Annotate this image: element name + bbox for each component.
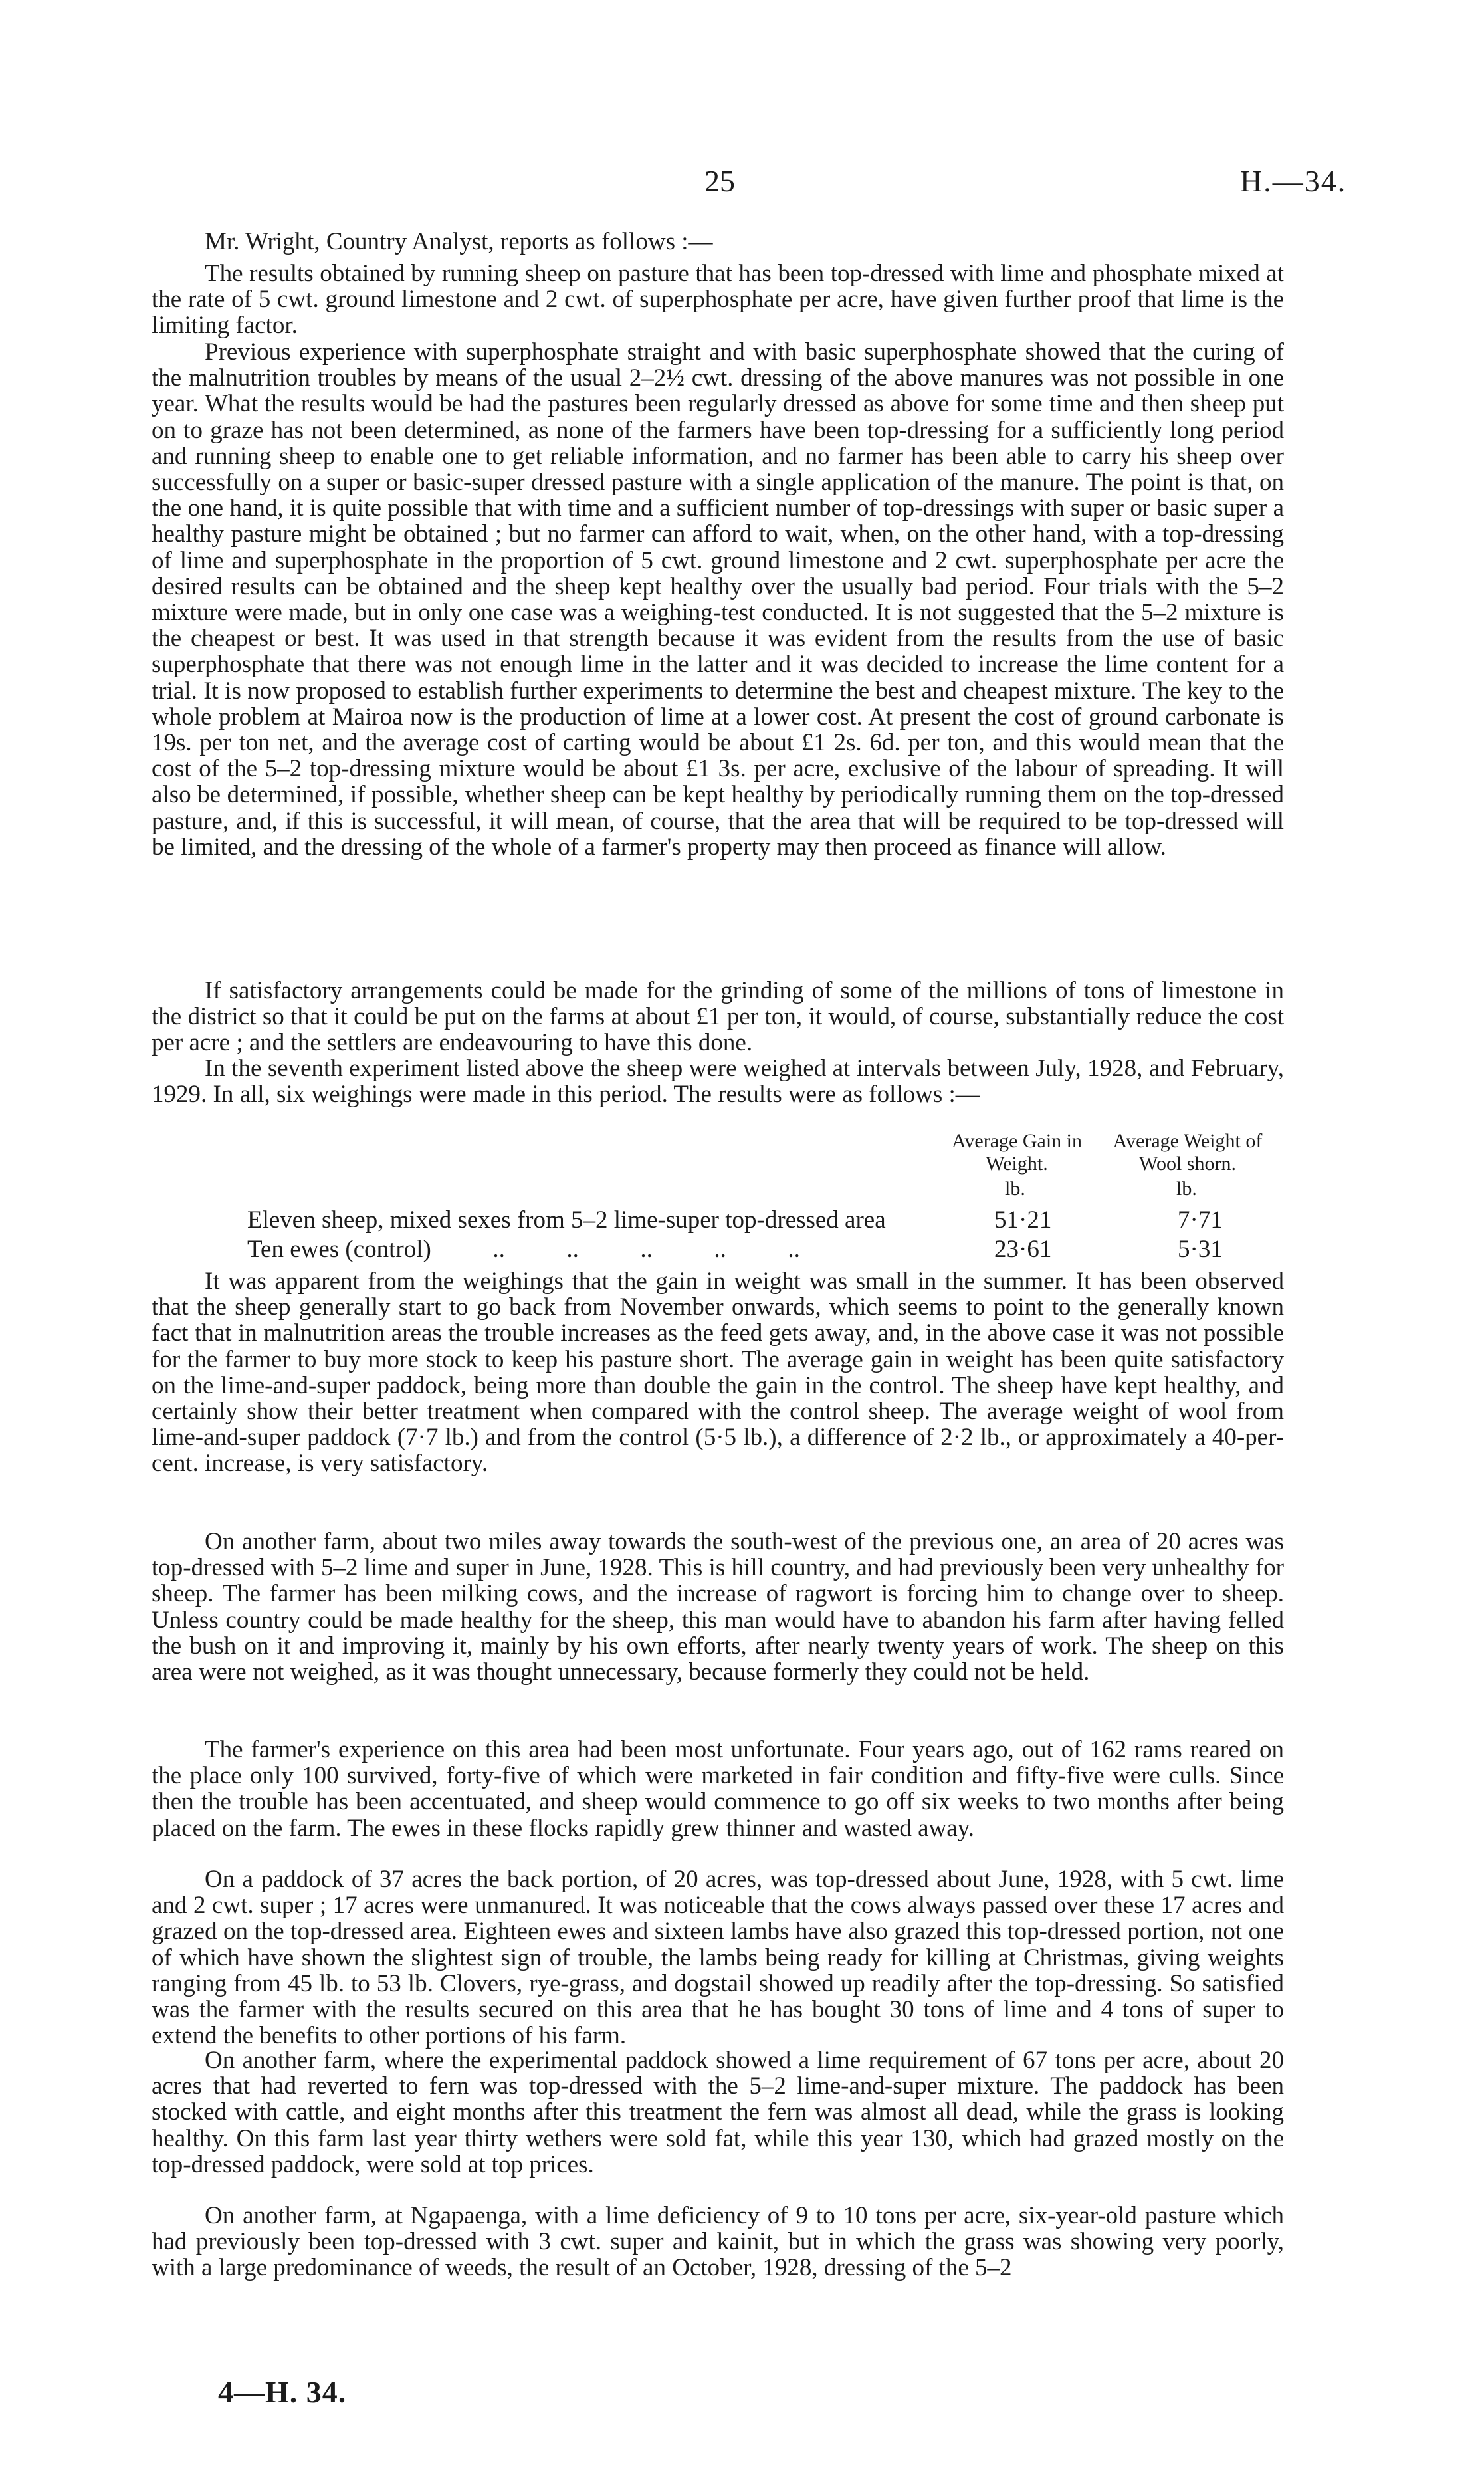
document-id: H.—34.: [1240, 164, 1347, 198]
col-unit-wool: lb.: [1176, 1178, 1197, 1200]
row-gain: 23·61: [994, 1236, 1052, 1263]
paragraph: The results obtained by running sheep on pasture that has been top-dressed with lime and phosphate mixed at the rate of 5 cwt. ground limestone and 2 cwt. of superphosphate per acre, have given further proof that lime is the limiting factor.: [152, 260, 1284, 340]
row-wool: 7·71: [1178, 1206, 1223, 1234]
paragraph: On another farm, about two miles away towards the south-west of the previous one, an area of 20 acres was top-dressed with 5–2 lime and super in June, 1928. This is hill country, and had previously been very unhealthy for sheep. The farmer has been milking cows, and the increase of ragwort is forcing him to change over to sheep. Unless country could be made healthy for the sheep, this man would have to abandon his farm after having felled the bush on it and improving it, mainly by his own efforts, after nearly twenty years of work. The sheep on this area were not weighed, as it was thought unnecessary, because formerly they could not be held.: [152, 1528, 1284, 1686]
intro-line: Mr. Wright, Country Analyst, reports as follows :—: [205, 228, 713, 255]
col-unit-gain: lb.: [1005, 1178, 1025, 1200]
row-label: Ten ewes (control) .. .. .. .. ..: [247, 1236, 800, 1263]
paragraph: Previous experience with superphosphate straight and with basic superphosphate showed that the curing of the malnutrition troubles by means of the usual 2–2½ cwt. dressing of the above manures was not possible in one year. What the results would be had the pastures been regularly dressed as above for some time and then sheep put on to graze has not been determined, as none of the farmers have been top-dressing for a sufficiently long period and running sheep to enable one to get reliable information, and no farmer has been able to carry his sheep over successfully on a super or basic-super dressed pasture with a single application of the manure. The point is that, on the one hand, it is quite possible that with time and a sufficient number of top-dressings with super or basic super a healthy pasture might be obtained ; but no farmer can afford to wait, when, on the other hand, with a top-dressing of lime and superphosphate in the proportion of 5 cwt. ground limestone and 2 cwt. superphosphate per acre the desired results can be obtained and the sheep kept healthy over the usually bad period. Four trials with the 5–2 mixture were made, but in only one case was a weighing-test conducted. It is not suggested that the 5–2 mixture is the cheapest or best. It was used in that strength because it was evident from the results from the use of basic superphosphate that there was not enough lime in the latter and it was decided to increase the lime content for a trial. It is now proposed to establish further experiments to determine the best and cheapest mixture. The key to the whole problem at Mairoa now is the production of lime at a lower cost. At present the cost of ground carbonate is 19s. per ton net, and the average cost of carting would be about £1 2s. 6d. per ton, and this would mean that the cost of the 5–2 top-dressing mixture would be about £1 3s. per acre, exclusive of the labour of spreading. It will also be determined, if possible, whether sheep can be kept healthy by periodically running them on the top-dressed pasture, and, if this is successful, it will mean, of course, that the area that will be required to be top-dressed will be limited, and the dressing of the whole of a farmer's property may then proceed as finance will allow.: [152, 338, 1284, 861]
row-wool: 5·31: [1178, 1236, 1223, 1263]
page-number: 25: [704, 164, 735, 198]
col-header-gain: Average Gain in Weight.: [951, 1130, 1083, 1175]
table-row: [247, 1235, 1311, 1264]
paragraph: In the seventh experiment listed above the sheep were weighed at intervals between July, 1928, and February, 1929. In all, six weighings were made in this period. The results were as follows :—: [152, 1055, 1284, 1109]
paragraph: The farmer's experience on this area had been most unfortunate. Four years ago, out of 162 rams reared on the place only 100 survived, forty-five of which were marketed in fair condition and fifty-five were culls. Since then the trouble has been accentuated, and sheep would commence to go off six weeks to two months after being placed on the farm. The ewes in these flocks rapidly grew thinner and wasted away.: [152, 1736, 1284, 1842]
footer-signature: 4—H. 34.: [218, 2375, 347, 2409]
table-row: [247, 1206, 1311, 1235]
col-header-wool: Average Weight of Wool shorn.: [1113, 1130, 1263, 1175]
paragraph: It was apparent from the weighings that the gain in weight was small in the summer. It has been observed that the sheep generally start to go back from November onwards, which seems to point to the generally known fact that in malnutrition areas the trouble increases as the feed gets away, and, in the above case it was not possible for the farmer to buy more stock to keep his pasture short. The average gain in weight has been quite satisfactory on the lime-and-super paddock, being more than double the gain in the control. The sheep have kept healthy, and certainly show their better treatment when compared with the control sheep. The average weight of wool from lime-and-super paddock (7·7 lb.) and from the control (5·5 lb.), a difference of 2·2 lb., or approximately a 40-per-cent. increase, is very satisfactory.: [152, 1268, 1284, 1478]
paragraph: On another farm, where the experimental paddock showed a lime requirement of 67 tons per acre, about 20 acres that had reverted to fern was top-dressed with the 5–2 lime-and-super mixture. The paddock has been stocked with cattle, and eight months after this treatment the fern was almost all dead, while the grass is looking healthy. On this farm last year thirty wethers were sold fat, while this year 130, which had grazed mostly on the top-dressed paddock, were sold at top prices.: [152, 2047, 1284, 2178]
paragraph: If satisfactory arrangements could be made for the grinding of some of the millions of tons of limestone in the district so that it could be put on the farms at about £1 per ton, it would, of course, substantially reduce the cost per acre ; and the settlers are endeavouring to have this done.: [152, 977, 1284, 1057]
paragraph: On a paddock of 37 acres the back portion, of 20 acres, was top-dressed about June, 1928, with 5 cwt. lime and 2 cwt. super ; 17 acres were unmanured. It was noticeable that the cows always passed over these 17 acres and grazed on the top-dressed area. Eighteen ewes and sixteen lambs have also grazed this top-dressed portion, not one of which have shown the slightest sign of trouble, the lambs being ready for killing at Christmas, giving weights ranging from 45 lb. to 53 lb. Clovers, rye-grass, and dogstail showed up readily after the top-dressing. So satisfied was the farmer with the results secured on this area that he has bought 30 tons of lime and 4 tons of super to extend the benefits to other portions of his farm.: [152, 1866, 1284, 2050]
row-label: Eleven sheep, mixed sexes from 5–2 lime-super top-dressed area: [247, 1206, 886, 1234]
paragraph: On another farm, at Ngapaenga, with a lime deficiency of 9 to 10 tons per acre, six-year-old pasture which had previously been top-dressed with 3 cwt. super and kainit, but in which the grass was showing very poorly, with a large predominance of weeds, the result of an October, 1928, dressing of the 5–2: [152, 2202, 1284, 2282]
row-gain: 51·21: [994, 1206, 1052, 1234]
